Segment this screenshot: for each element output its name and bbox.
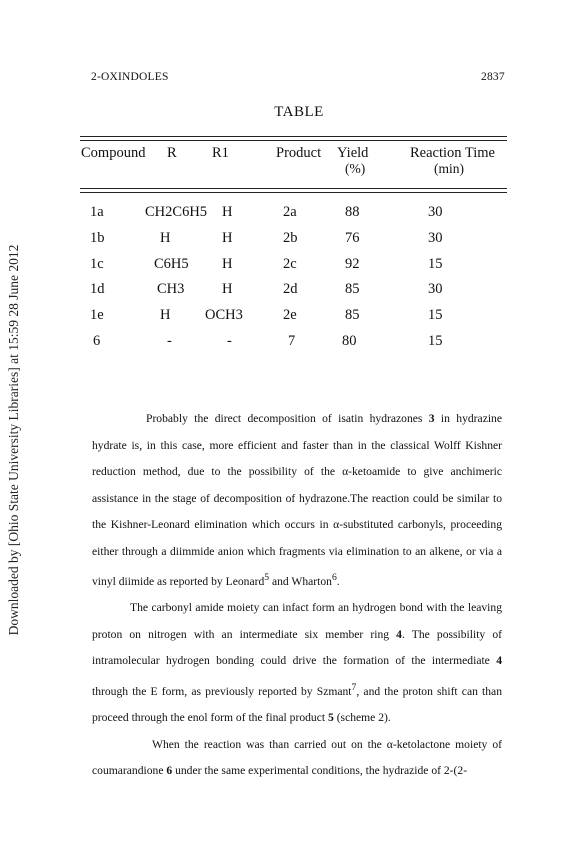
cell-compound: 6 xyxy=(93,333,101,349)
cell-r1: H xyxy=(222,204,233,220)
cell-yield: 85 xyxy=(345,307,360,323)
table-title: TABLE xyxy=(274,104,324,120)
header-reaction-time: Reaction Time xyxy=(410,145,495,161)
header-time-unit: (min) xyxy=(434,161,464,176)
cell-product: 2d xyxy=(283,281,298,297)
table-header-rule-inner xyxy=(80,192,507,193)
table-top-rule-inner xyxy=(80,140,507,141)
cell-r1: - xyxy=(227,333,232,349)
download-watermark-text: Downloaded by [Ohio State University Libraries] at 15:59 28 June 2012 xyxy=(6,244,21,636)
cell-product: 2a xyxy=(283,204,297,220)
cell-product: 2b xyxy=(283,230,298,246)
cell-time: 15 xyxy=(428,256,443,272)
cell-compound: 1c xyxy=(90,256,104,272)
cell-time: 15 xyxy=(428,307,443,323)
cell-r1: H xyxy=(222,281,233,297)
running-head-title: 2-OXINDOLES xyxy=(91,71,169,83)
paragraph: Probably the direct decomposition of isatin hydrazones 3 in hydrazine hydrate is, in this case, more efficient and faster than in the classical Wolff Kishner reduction method, due to the possibility of the α-ketoamide to give anchimeric assistance in the stage of decomposition of hydrazone.The reaction could be similar to the Kishner-Leonard elimination which occurs in α-substituted carbonyls, proceeding either through a diimmide anion which fragments via elimination to an alkene, or via a vinyl diimide as reported by Leonard$^5$ and Wharton$^6$. xyxy=(92,412,503,588)
page-number: 2837 xyxy=(481,71,505,83)
cell-r: - xyxy=(167,333,172,349)
header-r1: R1 xyxy=(212,145,229,161)
cell-yield: 88 xyxy=(345,204,360,220)
cell-r1: OCH3 xyxy=(205,307,243,323)
cell-product: 2e xyxy=(283,307,297,323)
body-text xyxy=(92,406,502,785)
cell-compound: 1e xyxy=(90,307,104,323)
cell-compound: 1a xyxy=(90,204,104,220)
cell-r: H xyxy=(160,307,171,323)
cell-yield: 76 xyxy=(345,230,360,246)
cell-r1: H xyxy=(222,256,233,272)
table-top-rule xyxy=(80,136,507,137)
header-compound: Compound xyxy=(81,145,146,161)
cell-time: 30 xyxy=(428,230,443,246)
cell-r: CH3 xyxy=(157,281,185,297)
cell-r: H xyxy=(160,230,171,246)
cell-time: 15 xyxy=(428,333,443,349)
cell-product: 2c xyxy=(283,256,297,272)
paragraph: When the reaction was than carried out on the α-ketolactone moiety of coumarandione 6 under the same experimental conditions, the hydrazide of 2-(2- xyxy=(92,737,502,778)
header-yield: Yield xyxy=(337,145,369,161)
cell-yield: 92 xyxy=(345,256,360,272)
download-watermark xyxy=(4,230,24,650)
cell-r1: H xyxy=(222,230,233,246)
cell-yield: 85 xyxy=(345,281,360,297)
header-r: R xyxy=(167,145,177,161)
paragraph: The carbonyl amide moiety can infact form an hydrogen bond with the leaving proton on nitrogen with an intermediate six member ring 4. The possibility of intramolecular hydrogen bonding could drive the formation of the intermediate 4 through the E form, as previously reported by Szmant$^7$, and the proton shift can than proceed through the enol form of the final product 5 (scheme 2). xyxy=(92,601,502,725)
cell-yield: 80 xyxy=(342,333,357,349)
cell-r: CH2C6H5 xyxy=(145,204,208,220)
cell-compound: 1b xyxy=(90,230,105,246)
cell-product: 7 xyxy=(288,333,296,349)
cell-compound: 1d xyxy=(90,281,105,297)
table-header-rule xyxy=(80,188,507,189)
header-product: Product xyxy=(276,145,322,161)
header-yield-unit: (%) xyxy=(345,161,366,176)
cell-time: 30 xyxy=(428,204,443,220)
cell-time: 30 xyxy=(428,281,443,297)
cell-r: C6H5 xyxy=(154,256,189,272)
